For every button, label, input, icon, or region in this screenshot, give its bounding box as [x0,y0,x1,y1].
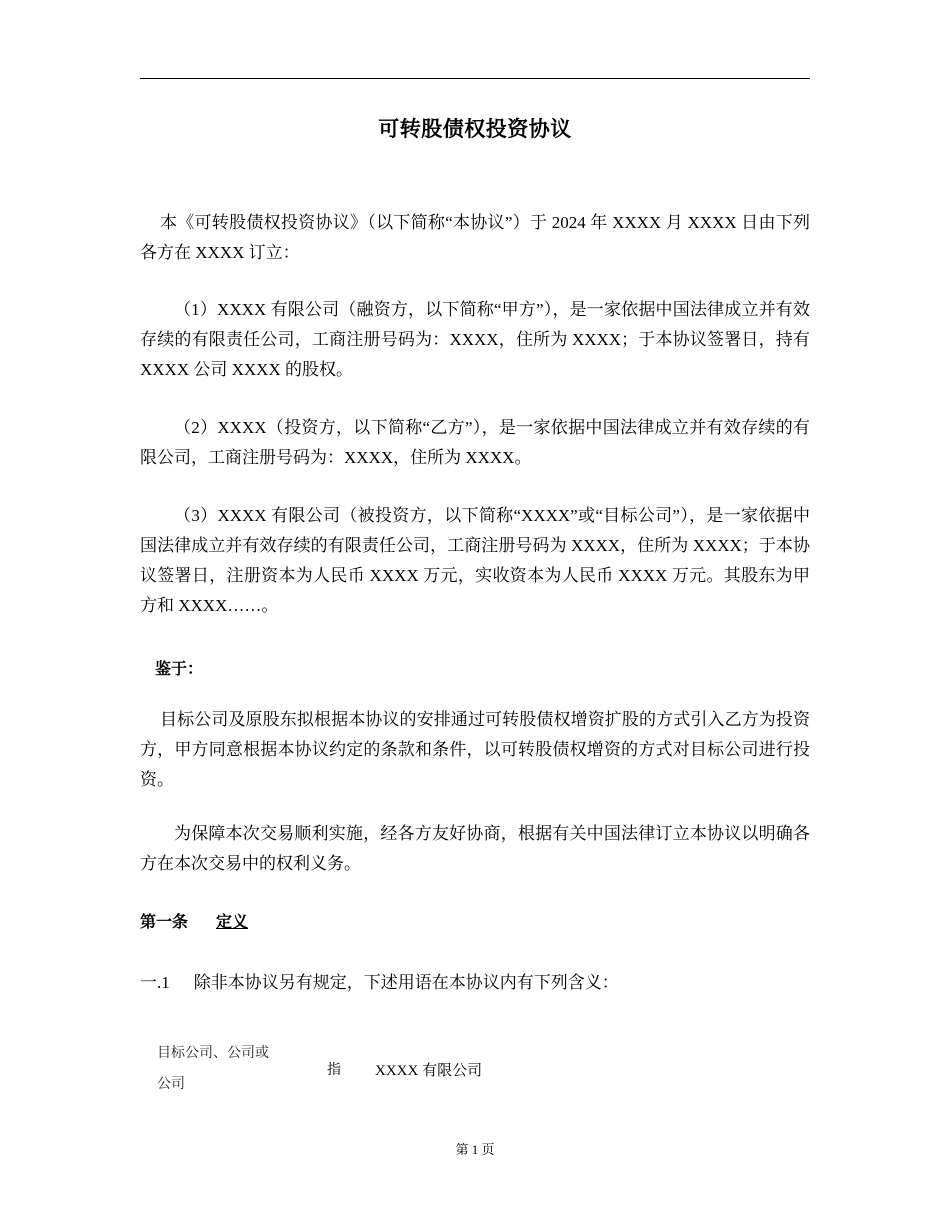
party-2-paragraph: （2）XXXX（投资方，以下简称“乙方”），是一家依据中国法律成立并有效存续的有限公司，工商注册号码为：XXXX，住所为 XXXX。 [140,418,810,467]
article-title: 定义 [216,912,249,931]
party-1-paragraph: （1）XXXX 有限公司（融资方，以下简称“甲方”），是一家依据中国法律成立并有效存续的有限责任公司，工商注册号码为：XXXX，住所为 XXXX；于本协议签署日，持有 XXXX 公司 XXXX 的股权。 [140,300,810,379]
clause-text: 除非本协议另有规定，下述用语在本协议内有下列含义： [193,973,619,992]
page-number: 第 1 页 [455,1142,495,1157]
whereas-paragraph-1: 目标公司及原股东拟根据本协议的安排通过可转股债权增资扩股的方式引入乙方为投资方，甲方同意根据本协议约定的条款和条件，以可转股债权增资的方式对目标公司进行投资。 [140,710,810,789]
article-number: 第一条 [140,912,189,931]
definition-term [140,1038,327,1100]
definition-row [140,1038,810,1100]
clause-number: 一.1 [140,973,170,992]
whereas-heading: 鉴于： [155,659,204,678]
party-3-paragraph: （3）XXXX 有限公司（被投资方，以下简称“XXXX”或“目标公司”），是一家依据中国法律成立并有效存续的有限责任公司，工商注册号码为 XXXX，住所为 XXXX；于本协议签署日，注册资本为人民币 XXXX 万元，实收资本为人民币 XXXX 万元。其股东为甲方和 XXXX……。 [140,506,810,615]
preamble-paragraph: 本《可转股债权投资协议》（以下简称“本协议”）于 2024 年 XXXX 月 XXXX 日由下列各方在 XXXX 订立： [140,213,810,262]
definition-meaning: XXXX 有限公司 [375,1062,483,1079]
document-title: 可转股债权投资协议 [378,117,572,141]
clause-1-1 [140,969,619,997]
article-heading [140,908,248,936]
definition-verb: 指 [327,1062,341,1078]
header-rule [140,78,810,79]
whereas-paragraph-2: 为保障本次交易顺利实施，经各方友好协商，根据有关中国法律订立本协议以明确各方在本次交易中的权利义务。 [140,824,810,873]
definitions-table [140,1038,810,1100]
definition-term-line-1: 目标公司、公司或 [157,1045,269,1061]
definition-term-line-2: 公司 [157,1076,185,1092]
